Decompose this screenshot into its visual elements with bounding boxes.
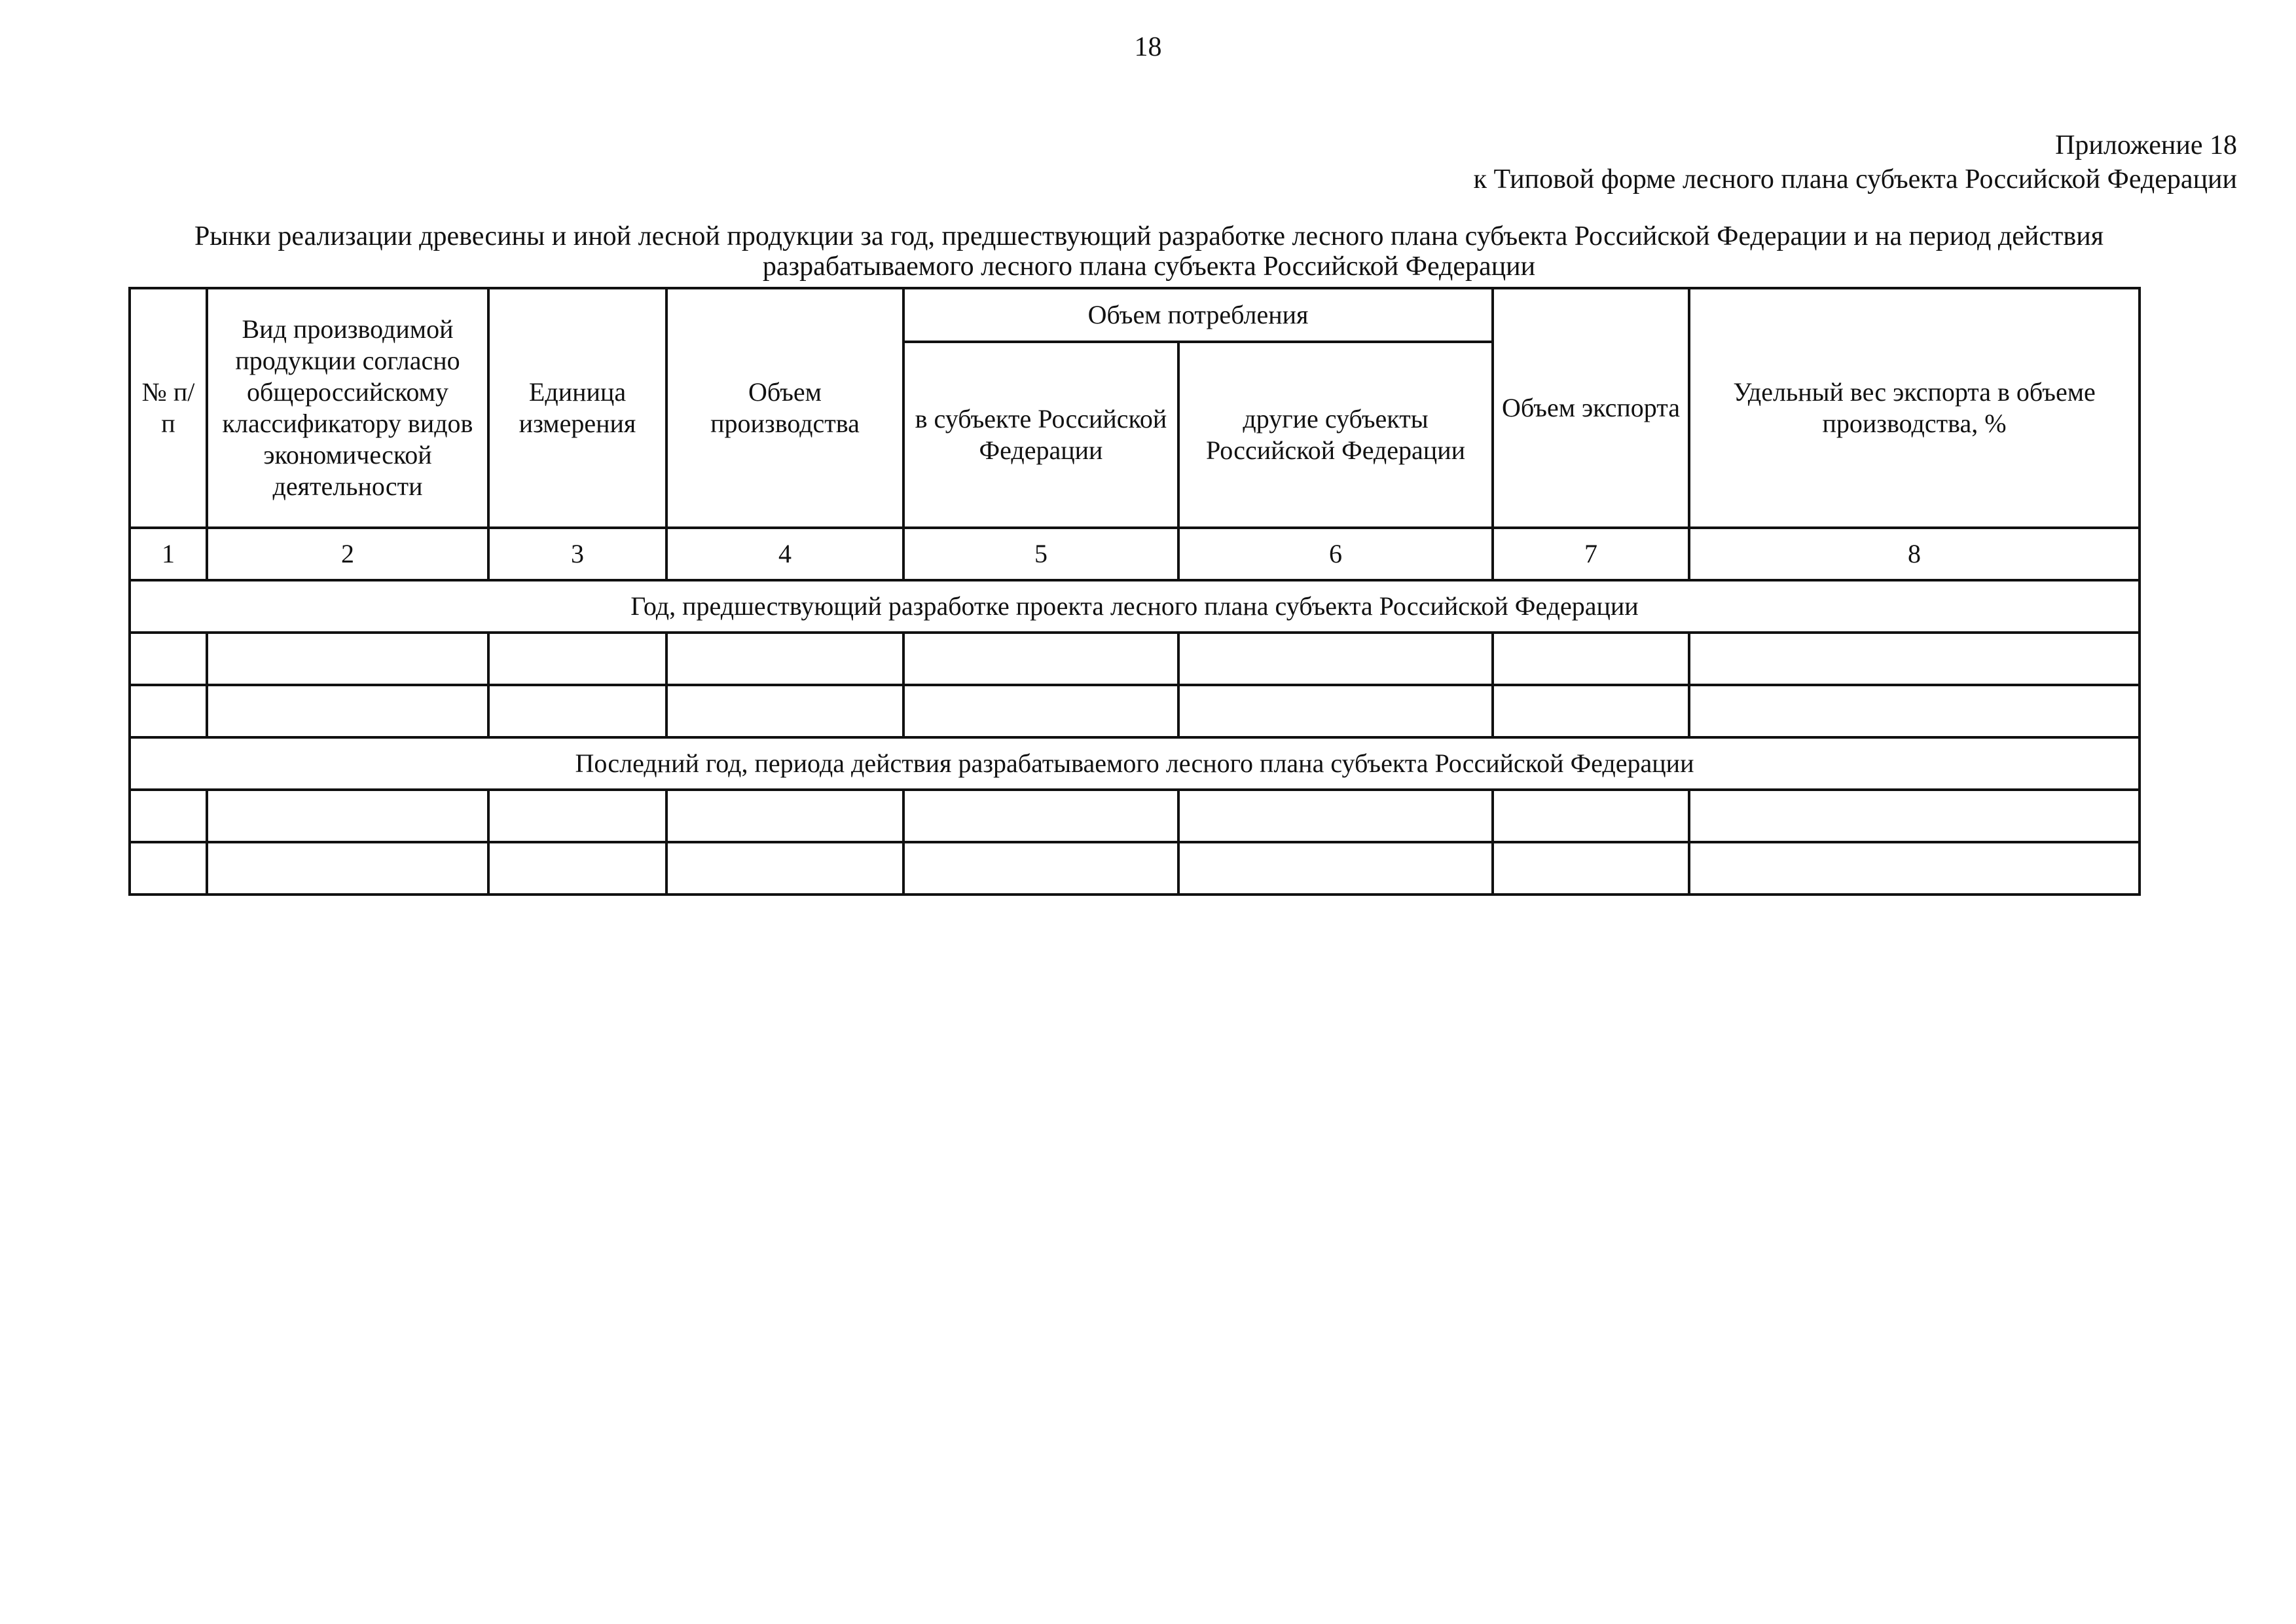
appendix-line-1: Приложение 18 — [2055, 130, 2237, 160]
document-title: Рынки реализации древесины и иной лесной продукции за год, предшествующий разработке лесного плана субъекта Российской Федерации и на период действия разрабатываемого лесного плана субъекта Российской Федерации — [194, 221, 2104, 282]
appendix-line-2: к Типовой форме лесного плана субъекта Российской Федерации — [1473, 164, 2237, 194]
column-number: 7 — [1493, 528, 1689, 580]
section-row — [130, 580, 2140, 633]
table-cell[interactable] — [488, 842, 666, 895]
header-consumption-other-subjects: другие субъекты Российской Федерации — [1178, 342, 1493, 528]
table-cell[interactable] — [666, 790, 903, 842]
table-cell[interactable] — [1493, 685, 1689, 737]
appendix-note — [1474, 128, 2237, 196]
table-cell[interactable] — [1178, 685, 1493, 737]
table-cell[interactable] — [1178, 790, 1493, 842]
section-title: Год, предшествующий разработке проекта лесного плана субъекта Российской Федерации — [130, 580, 2140, 633]
column-number: 5 — [903, 528, 1178, 580]
table-cell[interactable] — [1689, 685, 2140, 737]
markets-table — [128, 287, 2141, 896]
table-cell[interactable] — [903, 685, 1178, 737]
header-number: № п/п — [130, 288, 207, 528]
table-cell[interactable] — [1493, 842, 1689, 895]
header-consumption-volume: Объем потребления — [903, 288, 1493, 342]
table-cell[interactable] — [130, 633, 207, 685]
section-title: Последний год, периода действия разрабатываемого лесного плана субъекта Российской Федерации — [130, 737, 2140, 790]
table-cell[interactable] — [488, 685, 666, 737]
table-row — [130, 633, 2140, 685]
table-cell[interactable] — [207, 633, 488, 685]
header-production-volume: Объем производства — [666, 288, 903, 528]
table-cell[interactable] — [130, 685, 207, 737]
table-row — [130, 685, 2140, 737]
header-unit: Единица измерения — [488, 288, 666, 528]
table-cell[interactable] — [207, 790, 488, 842]
table-cell[interactable] — [130, 790, 207, 842]
table-cell[interactable] — [488, 790, 666, 842]
column-number: 2 — [207, 528, 488, 580]
table-cell[interactable] — [1689, 842, 2140, 895]
column-number: 6 — [1178, 528, 1493, 580]
table-cell[interactable] — [903, 842, 1178, 895]
column-number: 1 — [130, 528, 207, 580]
table-cell[interactable] — [1493, 633, 1689, 685]
table-cell[interactable] — [1178, 842, 1493, 895]
table-cell[interactable] — [1689, 633, 2140, 685]
header-consumption-in-subject: в субъекте Российской Федерации — [903, 342, 1178, 528]
table-cell[interactable] — [207, 842, 488, 895]
column-number: 3 — [488, 528, 666, 580]
table-cell[interactable] — [207, 685, 488, 737]
table-cell[interactable] — [666, 633, 903, 685]
table-cell[interactable] — [1178, 633, 1493, 685]
table-cell[interactable] — [488, 633, 666, 685]
header-export-share: Удельный вес экспорта в объеме производства, % — [1689, 288, 2140, 528]
page-number: 18 — [1134, 32, 1162, 62]
table-cell[interactable] — [1689, 790, 2140, 842]
table-cell[interactable] — [1493, 790, 1689, 842]
column-number-row — [130, 528, 2140, 580]
table-cell[interactable] — [666, 685, 903, 737]
table-row — [130, 842, 2140, 895]
header-export-volume: Объем экспорта — [1493, 288, 1689, 528]
table-cell[interactable] — [666, 842, 903, 895]
table-row — [130, 790, 2140, 842]
header-product-type: Вид производимой продукции согласно общероссийскому классификатору видов экономической деятельности — [207, 288, 488, 528]
column-number: 8 — [1689, 528, 2140, 580]
table-cell[interactable] — [903, 790, 1178, 842]
column-number: 4 — [666, 528, 903, 580]
table-cell[interactable] — [130, 842, 207, 895]
section-row — [130, 737, 2140, 790]
table-cell[interactable] — [903, 633, 1178, 685]
